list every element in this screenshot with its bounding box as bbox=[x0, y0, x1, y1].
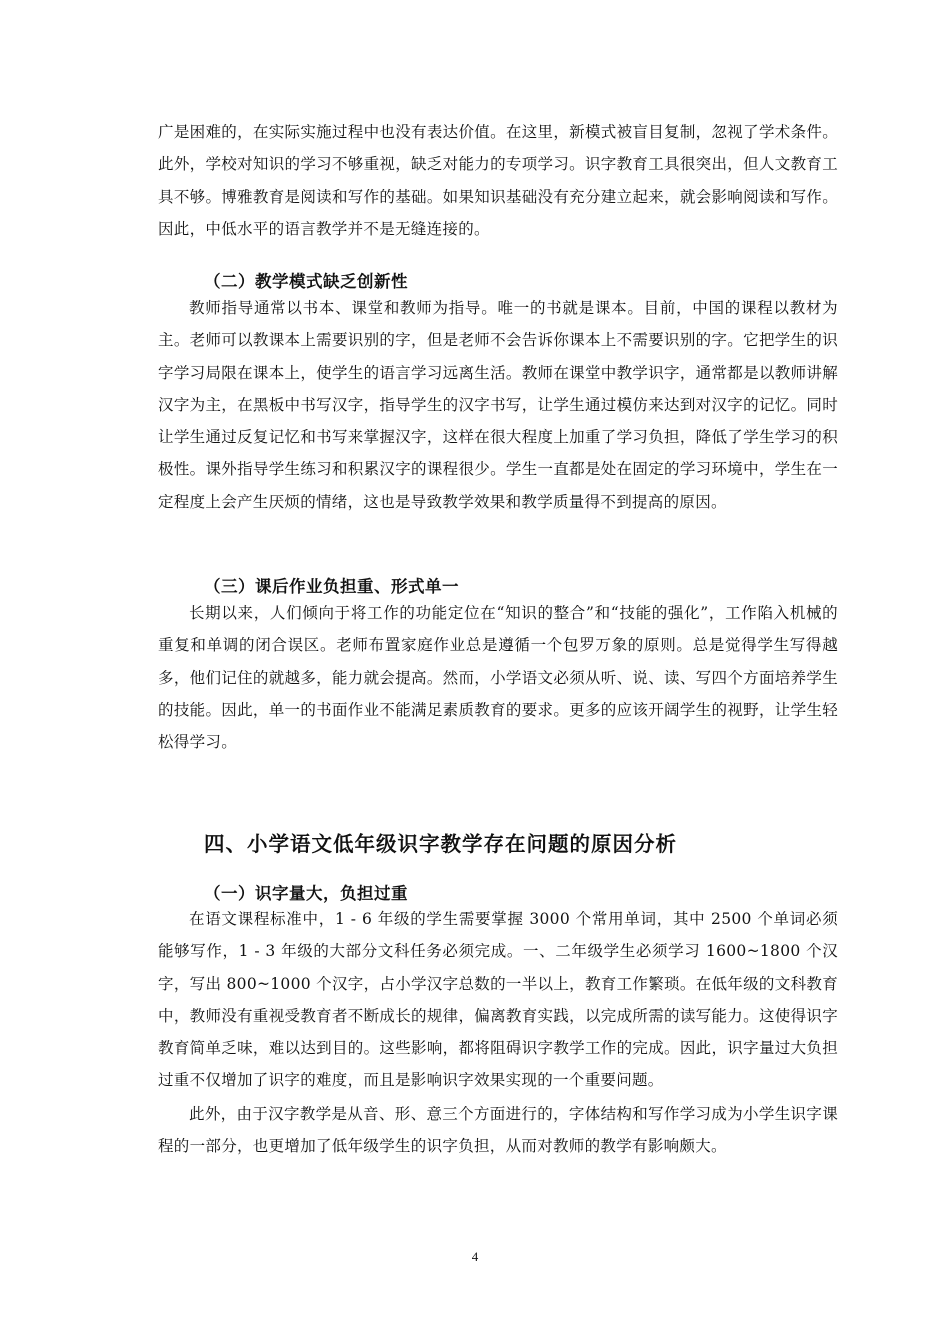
section-heading-cause-analysis: 四、小学语文低年级识字教学存在问题的原因分析 bbox=[204, 832, 677, 856]
paragraph-continuation: 广是困难的，在实际实施过程中也没有表达价值。在这里，新模式被盲目复制，忽视了学术条件。此外，学校对知识的学习不够重视，缺乏对能力的专项学习。识字教育工具很突出，但人文教育工具不够。博雅教育是阅读和写作的基础。如果知识基础没有充分建立起来，就会影响阅读和写作。因此，中低水平的语言教学并不是无缝连接的。 bbox=[158, 123, 838, 238]
paragraph-additional: 此外，由于汉字教学是从音、形、意三个方面进行的，字体结构和写作学习成为小学生识字课程的一部分，也更增加了低年级学生的识字负担，从而对教师的教学有影响颇大。 bbox=[158, 1105, 838, 1156]
paragraph-literacy-load: 在语文课程标准中，1 - 6 年级的学生需要掌握 3000 个常用单词，其中 2500 个单词必须能够写作，1 - 3 年级的大部分文科任务必须完成。一、二年级学生必须学习 1600~1800 个汉字，写出 800~1000 个汉字，占小学汉字总数的一半以上，教育工作繁琐。在低年级的文科教育中，教师没有重视受教育者不断成长的规律，偏离教育实践，以完成所需的读写能力。这使得识字教育简单乏味，难以达到目的。这些影响，都将阻碍识字教学工作的完成。因此，识字量过大负担过重不仅增加了识字的难度，而且是影响识字效果实现的一个重要问题。 bbox=[158, 910, 838, 1090]
paragraph-homework: 长期以来，人们倾向于将工作的功能定位在“知识的整合”和“技能的强化”，工作陷入机械的重复和单调的闭合误区。老师布置家庭作业总是遵循一个包罗万象的原则。总是觉得学生写得越多，他们记住的就越多，能力就会提高。然而，小学语文必须从听、说、读、写四个方面培养学生的技能。因此，单一的书面作业不能满足素质教育的要求。更多的应该开阔学生的视野，让学生轻松得学习。 bbox=[158, 604, 838, 752]
subheading-homework: （三）课后作业负担重、形式单一 bbox=[204, 577, 459, 596]
paragraph-teaching-mode: 教师指导通常以书本、课堂和教师为指导。唯一的书就是课本。目前，中国的课程以教材为主。老师可以教课本上需要识别的字，但是老师不会告诉你课本上不需要识别的字。它把学生的识字学习局限在课本上，使学生的语言学习远离生活。教师在课堂中教学识字，通常都是以教师讲解汉字为主，在黑板中书写汉字，指导学生的汉字书写，让学生通过模仿来达到对汉字的记忆。同时让学生通过反复记忆和书写来掌握汉字，这样在很大程度上加重了学习负担，降低了学生学习的积极性。课外指导学生练习和积累汉字的课程很少。学生一直都是处在固定的学习环境中，学生在一定程度上会产生厌烦的情绪，这也是导致教学效果和教学质量得不到提高的原因。 bbox=[158, 299, 838, 511]
page-number: 4 bbox=[471, 1249, 479, 1264]
subheading-literacy-load: （一）识字量大，负担过重 bbox=[204, 884, 408, 903]
subheading-teaching-mode: （二）教学模式缺乏创新性 bbox=[204, 272, 408, 291]
